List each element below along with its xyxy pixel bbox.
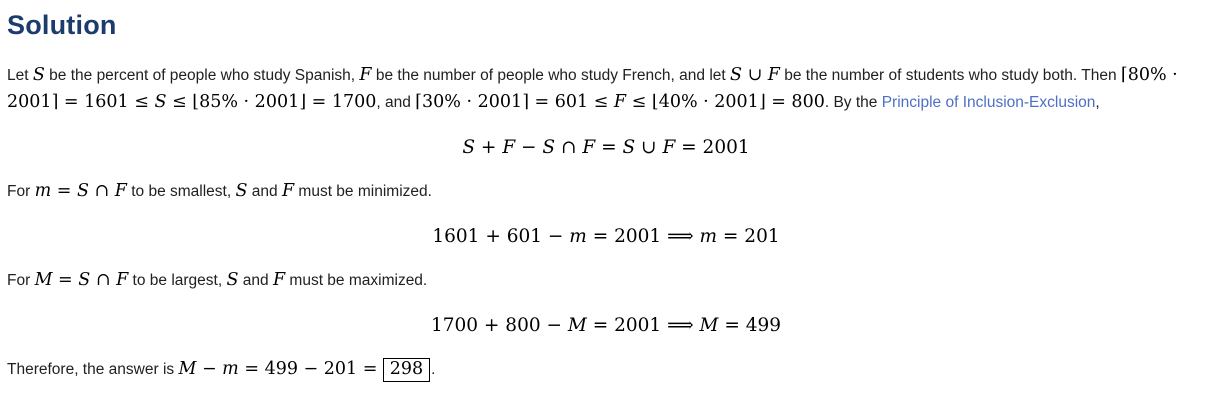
display-math: 1700 + 800 − M = 2001 ⟹ M = 499 — [430, 315, 782, 336]
equation-max — [7, 315, 1205, 336]
text-run: , — [1095, 94, 1100, 111]
display-math: S + F − S ∩ F = S ∪ F = 2001 — [462, 137, 750, 158]
inline-math: ⌈80% · 2001⌉ = 1601 ≤ S ≤ ⌊85% · 2001⌋ = 1700 — [7, 65, 1178, 112]
text-run: must be minimized. — [294, 183, 432, 200]
inline-math: M = S ∩ F — [34, 270, 129, 290]
text-run: . By the — [824, 94, 882, 111]
text-run: , and — [376, 94, 416, 111]
text-run: and — [247, 183, 282, 200]
equation-min — [7, 226, 1205, 247]
text-run: be the percent of people who study Spanish, — [44, 67, 360, 84]
link-principle-of-inclusion-exclusion[interactable]: Principle of Inclusion-Exclusion — [881, 94, 1096, 111]
equation-inclusion-exclusion — [7, 137, 1205, 158]
inline-math: S — [32, 65, 45, 85]
text-run: to be largest, — [128, 272, 227, 289]
boxed-answer: 298 — [383, 358, 430, 382]
text-run: Let — [7, 67, 33, 84]
inline-math: S ∪ F — [730, 65, 780, 85]
text-run: . — [431, 361, 436, 378]
inline-math: S — [226, 270, 239, 290]
display-math: 1601 + 601 − m = 2001 ⟹ m = 201 — [432, 226, 780, 247]
paragraph-answer — [7, 356, 1205, 383]
inline-math: S — [235, 181, 248, 201]
text-run: be the number of people who study French, and let — [371, 67, 730, 84]
text-run: Therefore, the answer is — [7, 361, 179, 378]
text-run: be the number of students who study both. Then — [779, 67, 1121, 84]
inline-math: F — [359, 65, 372, 85]
inline-math: m = S ∩ F — [34, 181, 127, 201]
section-heading: Solution — [7, 10, 117, 40]
paragraph-smallest — [7, 178, 1205, 205]
inline-math: M − m = 499 − 201 = — [178, 359, 378, 379]
text-run: must be maximized. — [285, 272, 428, 289]
text-run: For — [7, 272, 35, 289]
inline-math: F — [272, 270, 286, 290]
text-run: and — [238, 272, 273, 289]
paragraph-setup — [7, 62, 1205, 116]
text-run: to be smallest, — [126, 183, 236, 200]
inline-math: F — [281, 181, 295, 201]
text-run: For — [7, 183, 35, 200]
inline-math: ⌈30% · 2001⌉ = 601 ≤ F ≤ ⌊40% · 2001⌋ = 800 — [415, 92, 825, 112]
paragraph-largest — [7, 267, 1205, 294]
